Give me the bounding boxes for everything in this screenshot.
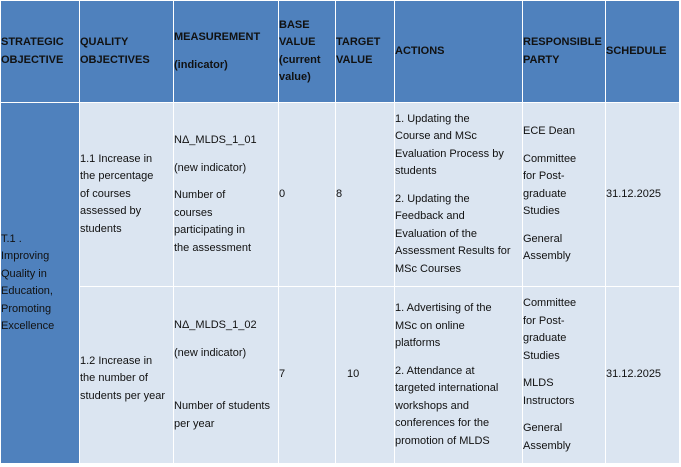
- header-row: [1, 1, 680, 103]
- header-text: MEASUREMENT: [174, 31, 261, 43]
- base-value: 7: [279, 368, 286, 381]
- quality-objective-text: assessed by: [80, 205, 142, 218]
- action-item-text: Assessment Results for: [395, 245, 511, 258]
- responsible-party-text: General: [523, 232, 563, 245]
- responsible-party-cell: [523, 287, 606, 464]
- action-item-text: students: [395, 165, 437, 178]
- responsible-party-text: ECE Dean: [523, 125, 575, 138]
- responsible-party-text: Instructors: [523, 394, 575, 407]
- strategic-objective-text: Promoting: [1, 302, 52, 315]
- header-text: STRATEGIC: [1, 36, 64, 48]
- indicator-description: Number of: [174, 189, 226, 201]
- quality-objective-cell: [80, 287, 174, 464]
- header-text: SCHEDULE: [606, 44, 667, 57]
- base-value-cell: [279, 103, 336, 287]
- header-text: OBJECTIVES: [80, 53, 150, 66]
- quality-objective-text: students: [80, 222, 122, 235]
- target-value-cell: [336, 287, 395, 464]
- base-value: 0: [279, 187, 286, 200]
- indicator-code: NΔ_MLDS_1_01: [174, 134, 257, 146]
- action-item-text: 2. Attendance at: [395, 364, 475, 377]
- responsible-party-text: for Post-: [523, 314, 565, 327]
- header-responsible-party: [523, 1, 606, 103]
- schedule-cell: [606, 103, 680, 287]
- responsible-party-text: Assembly: [523, 439, 571, 452]
- action-item-text: Evaluation Process by: [395, 147, 504, 160]
- actions-cell: [395, 103, 523, 287]
- table-row: [1, 287, 680, 464]
- action-item-text: Evaluation of the: [395, 227, 477, 240]
- action-item-text: conferences for the: [395, 417, 490, 429]
- header-text: OBJECTIVE: [1, 53, 64, 66]
- header-target-value: [336, 1, 395, 103]
- strategic-objective-text: Excellence: [1, 320, 55, 332]
- action-item-text: platforms: [395, 337, 441, 349]
- action-item-text: Course and MSc: [395, 130, 477, 143]
- responsible-party-text: Studies: [523, 349, 560, 362]
- indicator-description: per year: [174, 417, 215, 430]
- header-text: TARGET: [336, 36, 381, 48]
- responsible-party-text: graduate: [523, 187, 567, 200]
- action-item-text: Feedback and: [395, 210, 465, 223]
- indicator-note: (new indicator): [174, 161, 247, 174]
- responsible-party-text: Committee: [523, 152, 577, 165]
- header-measurement: [174, 1, 279, 103]
- schedule-date: 31.12.2025: [606, 187, 662, 200]
- quality-objective-text: of courses: [80, 187, 131, 200]
- action-item-text: workshops and: [395, 399, 469, 412]
- schedule-date: 31.12.2025: [606, 368, 662, 381]
- responsible-party-text: Assembly: [523, 250, 571, 263]
- header-strategic-objective: [1, 1, 80, 103]
- responsible-party-text: Studies: [523, 205, 560, 218]
- actions-cell: [395, 287, 523, 464]
- strategic-objective-text: Quality in: [1, 267, 47, 280]
- quality-objective-text: 1.1 Increase in: [80, 152, 153, 165]
- target-value: 8: [336, 187, 343, 200]
- responsible-party-text: Committee: [523, 297, 577, 309]
- header-text: (indicator): [174, 58, 228, 71]
- action-item-text: promotion of MLDS: [395, 434, 490, 447]
- action-item-text: 2. Updating the: [395, 192, 470, 205]
- quality-objective-text: the percentage: [80, 170, 154, 183]
- header-text: QUALITY: [80, 36, 129, 48]
- header-text: value): [279, 71, 311, 83]
- responsible-party-text: General: [523, 422, 563, 434]
- indicator-description: the assessment: [174, 241, 252, 254]
- responsible-party-text: MLDS: [523, 377, 554, 389]
- indicator-description: Number of students: [174, 400, 270, 412]
- target-value: 10: [347, 368, 360, 381]
- header-text: VALUE: [279, 36, 316, 48]
- quality-objective-cell: [80, 103, 174, 287]
- header-text: BASE: [279, 18, 310, 31]
- strategic-objective-cell: [1, 103, 80, 464]
- strategic-objective-text: Education,: [1, 285, 53, 297]
- header-text: (current: [279, 53, 321, 66]
- header-text: VALUE: [336, 53, 373, 66]
- table-row: [1, 103, 680, 287]
- schedule-cell: [606, 287, 680, 464]
- header-schedule: [606, 1, 680, 103]
- action-item-text: 1. Updating the: [395, 112, 470, 125]
- indicator-note: (new indicator): [174, 346, 247, 359]
- quality-objective-text: students per year: [80, 389, 165, 402]
- responsible-party-text: for Post-: [523, 170, 565, 183]
- action-item-text: targeted international: [395, 382, 499, 394]
- header-text: ACTIONS: [395, 44, 445, 57]
- responsible-party-cell: [523, 103, 606, 287]
- action-item-text: MSc on online: [395, 319, 465, 332]
- indicator-description: participating in: [174, 224, 245, 236]
- action-item-text: MSc Courses: [395, 262, 462, 275]
- responsible-party-text: graduate: [523, 332, 567, 344]
- measurement-cell: [174, 287, 279, 464]
- header-base-value: [279, 1, 336, 103]
- strategic-objective-text: T.1 .: [1, 232, 22, 245]
- quality-objective-text: 1.2 Increase in: [80, 354, 153, 367]
- target-value-cell: [336, 103, 395, 287]
- base-value-cell: [279, 287, 336, 464]
- indicator-description: courses: [174, 206, 213, 219]
- header-quality-objectives: [80, 1, 174, 103]
- quality-objective-text: the number of: [80, 372, 148, 385]
- measurement-cell: [174, 103, 279, 287]
- header-actions: [395, 1, 523, 103]
- indicator-code: NΔ_MLDS_1_02: [174, 319, 257, 331]
- action-item-text: 1. Advertising of the: [395, 302, 492, 314]
- strategic-objective-text: Improving: [1, 250, 50, 262]
- header-text: PARTY: [523, 53, 560, 66]
- header-text: RESPONSIBLE: [523, 36, 602, 48]
